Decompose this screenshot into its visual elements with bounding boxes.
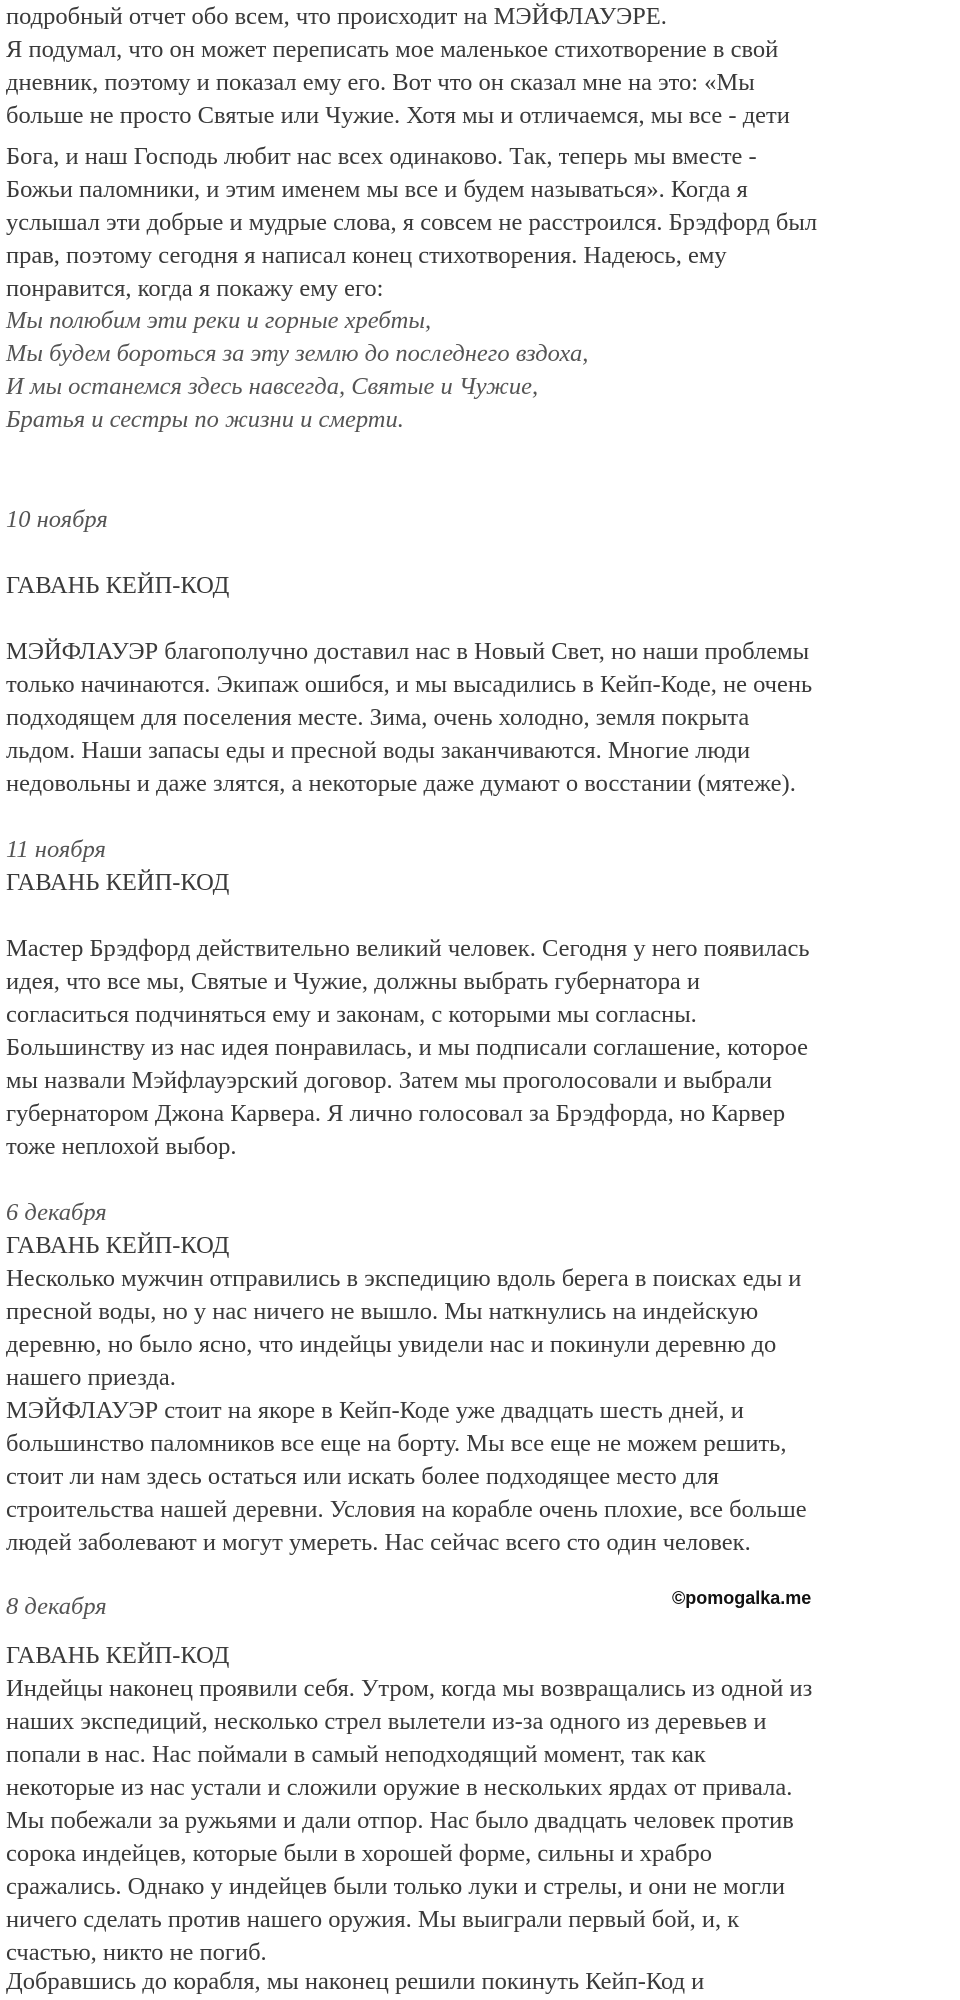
text-line: большинство паломников все еще на борту. Мы все еще не можем решить, — [6, 1430, 787, 1457]
text-line: тоже неплохой выбор. — [6, 1133, 237, 1160]
text-line: стоит ли нам здесь остаться или искать более подходящее место для — [6, 1463, 719, 1490]
text-line: Бога, и наш Господь любит нас всех одинаково. Так, теперь мы вместе - — [6, 143, 757, 170]
entry-place: ГАВАНЬ КЕЙП-КОД — [6, 1642, 230, 1669]
poem-line: И мы останемся здесь навсегда, Святые и Чужие, — [6, 373, 539, 400]
entry-place: ГАВАНЬ КЕЙП-КОД — [6, 1232, 230, 1259]
entry-place: ГАВАНЬ КЕЙП-КОД — [6, 869, 230, 896]
text-line: ничего сделать против нашего оружия. Мы выиграли первый бой, и, к — [6, 1906, 740, 1933]
text-line: Мы побежали за ружьями и дали отпор. Нас было двадцать человек против — [6, 1807, 794, 1834]
entry-date: 10 ноября — [6, 506, 108, 533]
text-line: Несколько мужчин отправились в экспедицию вдоль берега в поисках еды и — [6, 1265, 802, 1292]
poem-line: Братья и сестры по жизни и смерти. — [6, 406, 404, 433]
watermark: ©pomogalka.me — [672, 1588, 812, 1608]
text-line: сорока индейцев, которые были в хорошей форме, сильны и храбро — [6, 1840, 712, 1867]
poem-line: Мы будем бороться за эту землю до последнего вздоха, — [6, 340, 589, 367]
entry-date: 8 декабря — [6, 1593, 107, 1620]
text-line: пресной воды, но у нас ничего не вышло. Мы наткнулись на индейскую — [6, 1298, 759, 1325]
text-line: счастью, никто не погиб. — [6, 1939, 267, 1966]
entry-place: ГАВАНЬ КЕЙП-КОД — [6, 572, 230, 599]
text-line: Большинству из нас идея понравилась, и мы подписали соглашение, которое — [6, 1034, 808, 1061]
text-line: Мастер Брэдфорд действительно великий человек. Сегодня у него появилась — [6, 935, 810, 962]
text-line: сражались. Однако у индейцев были только луки и стрелы, и они не могли — [6, 1873, 785, 1900]
text-line: деревню, но было ясно, что индейцы увидели нас и покинули деревню до — [6, 1331, 777, 1358]
text-line: льдом. Наши запасы еды и пресной воды заканчиваются. Многие люди — [6, 737, 751, 764]
text-line: нашего приезда. — [6, 1364, 176, 1391]
text-line: понравится, когда я покажу ему его: — [6, 275, 384, 302]
text-line: услышал эти добрые и мудрые слова, я совсем не расстроился. Брэдфорд был — [6, 209, 818, 236]
text-line: подробный отчет обо всем, что происходит на МЭЙФЛАУЭРЕ. — [6, 3, 667, 30]
text-line: Я подумал, что он может переписать мое маленькое стихотворение в свой — [6, 36, 779, 63]
text-line: людей заболевают и могут умереть. Нас сейчас всего сто один человек. — [6, 1529, 751, 1556]
text-line: подходящем для поселения месте. Зима, очень холодно, земля покрыта — [6, 704, 750, 731]
text-line: идея, что все мы, Святые и Чужие, должны выбрать губернатора и — [6, 968, 700, 995]
entry-date: 11 ноября — [6, 836, 106, 863]
text-line: строительства нашей деревни. Условия на корабле очень плохие, все больше — [6, 1496, 807, 1523]
text-line: МЭЙФЛАУЭР стоит на якоре в Кейп-Коде уже двадцать шесть дней, и — [6, 1397, 744, 1424]
text-line: согласиться подчиняться ему и законам, с которыми мы согласны. — [6, 1001, 697, 1028]
text-line: больше не просто Святые или Чужие. Хотя мы и отличаемся, мы все - дети — [6, 102, 790, 129]
text-line: Индейцы наконец проявили себя. Утром, когда мы возвращались из одной из — [6, 1675, 813, 1702]
text-line: попали в нас. Нас поймали в самый неподходящий момент, так как — [6, 1741, 706, 1768]
text-line: наших экспедиций, несколько стрел вылетели из-за одного из деревьев и — [6, 1708, 767, 1735]
text-line: недовольны и даже злятся, а некоторые даже думают о восстании (мятеже). — [6, 770, 796, 797]
text-line: Добравшись до корабля, мы наконец решили покинуть Кейп-Код и — [6, 1968, 705, 1995]
text-line: мы назвали Мэйфлауэрский договор. Затем мы проголосовали и выбрали — [6, 1067, 772, 1094]
text-line: Божьи паломники, и этим именем мы все и будем называться». Когда я — [6, 176, 748, 203]
text-line: МЭЙФЛАУЭР благополучно доставил нас в Новый Свет, но наши проблемы — [6, 638, 810, 665]
text-line: губернатором Джона Карвера. Я лично голосовал за Брэдфорда, но Карвер — [6, 1100, 786, 1127]
poem-line: Мы полюбим эти реки и горные хребты, — [6, 307, 432, 334]
text-line: прав, поэтому сегодня я написал конец стихотворения. Надеюсь, ему — [6, 242, 727, 269]
text-line: только начинаются. Экипаж ошибся, и мы высадились в Кейп-Коде, не очень — [6, 671, 813, 698]
text-line: некоторые из нас устали и сложили оружие в нескольких ярдах от привала. — [6, 1774, 793, 1801]
entry-date: 6 декабря — [6, 1199, 107, 1226]
text-line: дневник, поэтому и показал ему его. Вот что он сказал мне на это: «Мы — [6, 69, 755, 96]
